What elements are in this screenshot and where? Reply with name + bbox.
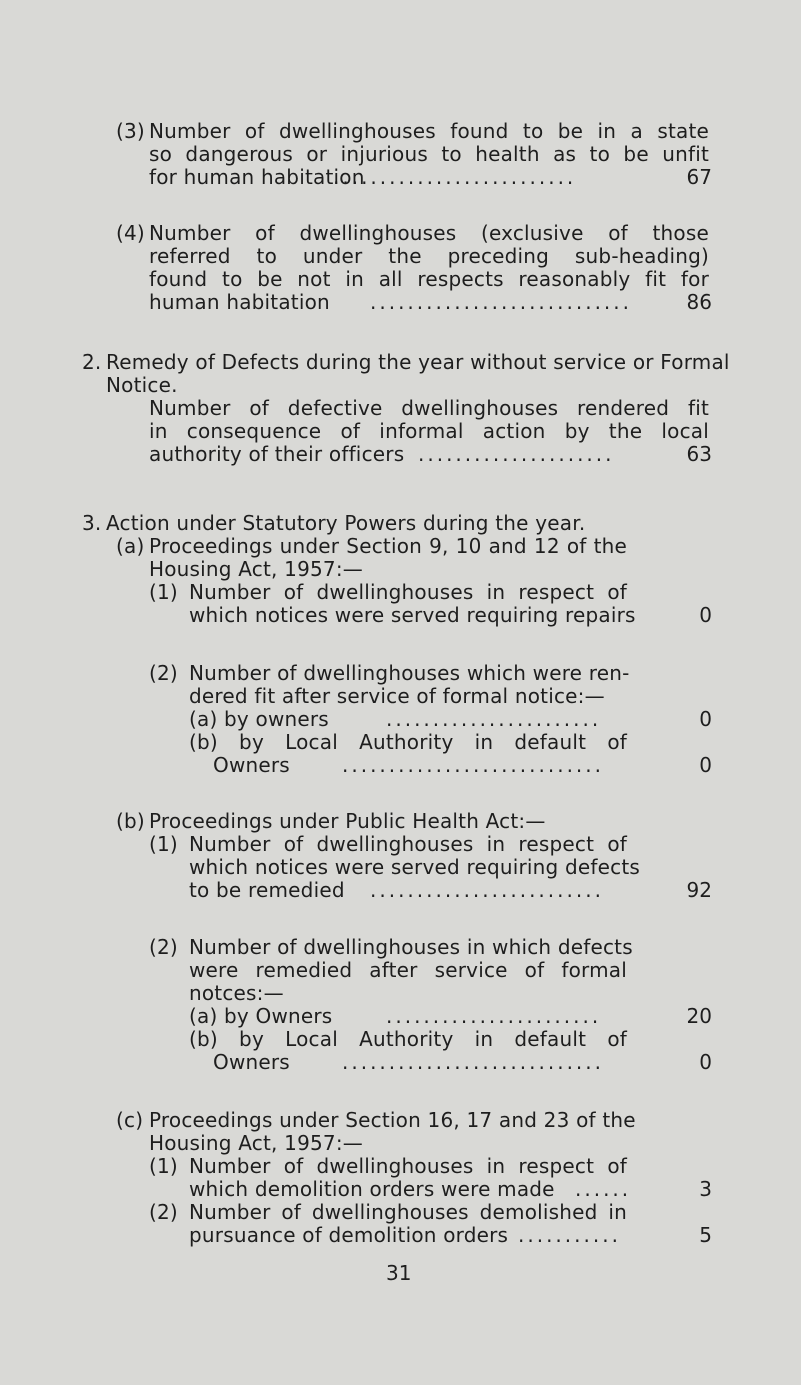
sub-b-2-la-value: 0 <box>699 1050 712 1074</box>
sub-c-1-line-1: Number of dwellinghouses in respect of <box>189 1154 627 1178</box>
sub-a-2-la-value: 0 <box>699 753 712 777</box>
sub-a-1-line-1: Number of dwellinghouses in respect of <box>189 580 627 604</box>
item-4-value: 86 <box>686 290 712 314</box>
sub-a-2-la-leader-dots: ............................ <box>342 753 605 777</box>
sub-c-2-line-1: Number of dwellinghouses demolished in <box>189 1200 627 1224</box>
sub-a-2-local-authority-owners: Owners <box>213 753 290 777</box>
section-2-line-5: authority of their officers <box>149 442 405 466</box>
sub-c-2-leader-dots: ........... <box>518 1223 621 1247</box>
sub-c-2-value: 5 <box>699 1223 712 1247</box>
sub-b-1-value: 92 <box>686 878 712 902</box>
sub-a-2-line-2: dered fit after service of formal notice:— <box>189 684 605 708</box>
item-3-line-3: for human habitation <box>149 165 365 189</box>
sub-a-2-line-1: Number of dwellinghouses which were ren- <box>189 661 630 685</box>
section-2-line-4: in consequence of informal action by the local <box>149 419 709 443</box>
sub-a-1-label: (1) <box>149 580 178 604</box>
section-2-heading-2: Notice. <box>106 373 178 397</box>
item-4-line-4: human habitation <box>149 290 330 314</box>
item-3-leader-dots: .......................... <box>333 165 577 189</box>
item-3-line-2: so dangerous or injurious to health as to be unfit <box>149 142 709 166</box>
sub-b-2-owners: (a) by Owners <box>189 1004 333 1028</box>
section-2-heading: Remedy of Defects during the year without service or Formal <box>106 350 730 374</box>
sub-b-label: (b) <box>116 809 145 833</box>
item-4-line-1: Number of dwellinghouses (exclusive of those <box>149 221 709 245</box>
sub-b-line-1: Proceedings under Public Health Act:— <box>149 809 546 833</box>
sub-c-1-label: (1) <box>149 1154 178 1178</box>
sub-b-2-line-3: notces:— <box>189 981 284 1005</box>
sub-a-label: (a) <box>116 534 145 558</box>
sub-c-label: (c) <box>116 1108 144 1132</box>
sub-b-2-local-authority-owners: Owners <box>213 1050 290 1074</box>
sub-b-2-local-authority: (b) by Local Authority in default of <box>189 1027 627 1051</box>
sub-c-1-value: 3 <box>699 1177 712 1201</box>
sub-b-1-line-3: to be remedied <box>189 878 345 902</box>
section-3-number: 3. <box>82 511 102 535</box>
section-2-number: 2. <box>82 350 102 374</box>
sub-c-line-2: Housing Act, 1957:— <box>149 1131 363 1155</box>
sub-c-2-line-2: pursuance of demolition orders <box>189 1223 509 1247</box>
sub-c-1-leader-dots: ...... <box>575 1177 632 1201</box>
item-label-3: (3) <box>116 119 145 143</box>
sub-a-2-owners-value: 0 <box>699 707 712 731</box>
sub-a-2-owners: (a) by owners <box>189 707 329 731</box>
sub-b-2-owners-leader-dots: ....................... <box>386 1004 602 1028</box>
sub-b-1-leader-dots: ......................... <box>370 878 604 902</box>
item-4-line-3: found to be not in all respects reasonably fit for <box>149 267 709 291</box>
section-2-line-3: Number of defective dwellinghouses rendered fit <box>149 396 709 420</box>
sub-b-2-owners-value: 20 <box>686 1004 712 1028</box>
sub-a-line-2: Housing Act, 1957:— <box>149 557 363 581</box>
sub-a-1-value: 0 <box>699 603 712 627</box>
sub-a-1-line-2: which notices were served requiring repairs <box>189 603 636 627</box>
sub-a-2-label: (2) <box>149 661 178 685</box>
sub-c-1-line-2: which demolition orders were made <box>189 1177 555 1201</box>
sub-b-1-line-1: Number of dwellinghouses in respect of <box>189 832 627 856</box>
sub-a-2-owners-leader-dots: ....................... <box>386 707 602 731</box>
item-3-line-1: Number of dwellinghouses found to be in a state <box>149 119 709 143</box>
page-number: 31 <box>386 1261 412 1285</box>
sub-b-2-label: (2) <box>149 935 178 959</box>
sub-b-2-la-leader-dots: ............................ <box>342 1050 605 1074</box>
sub-b-2-line-1: Number of dwellinghouses in which defects <box>189 935 633 959</box>
sub-b-1-label: (1) <box>149 832 178 856</box>
section-2-value: 63 <box>686 442 712 466</box>
sub-a-2-local-authority: (b) by Local Authority in default of <box>189 730 627 754</box>
item-3-value: 67 <box>686 165 712 189</box>
sub-b-2-line-2: were remedied after service of formal <box>189 958 627 982</box>
item-4-line-2: referred to under the preceding sub-heading) <box>149 244 709 268</box>
item-4-leader-dots: ............................ <box>370 290 633 314</box>
section-3-heading: Action under Statutory Powers during the year. <box>106 511 586 535</box>
sub-b-1-line-2: which notices were served requiring defects <box>189 855 640 879</box>
sub-c-2-label: (2) <box>149 1200 178 1224</box>
section-2-leader-dots: ..................... <box>418 442 615 466</box>
sub-c-line-1: Proceedings under Section 16, 17 and 23 of the <box>149 1108 636 1132</box>
item-label-4: (4) <box>116 221 145 245</box>
sub-a-line-1: Proceedings under Section 9, 10 and 12 of the <box>149 534 627 558</box>
